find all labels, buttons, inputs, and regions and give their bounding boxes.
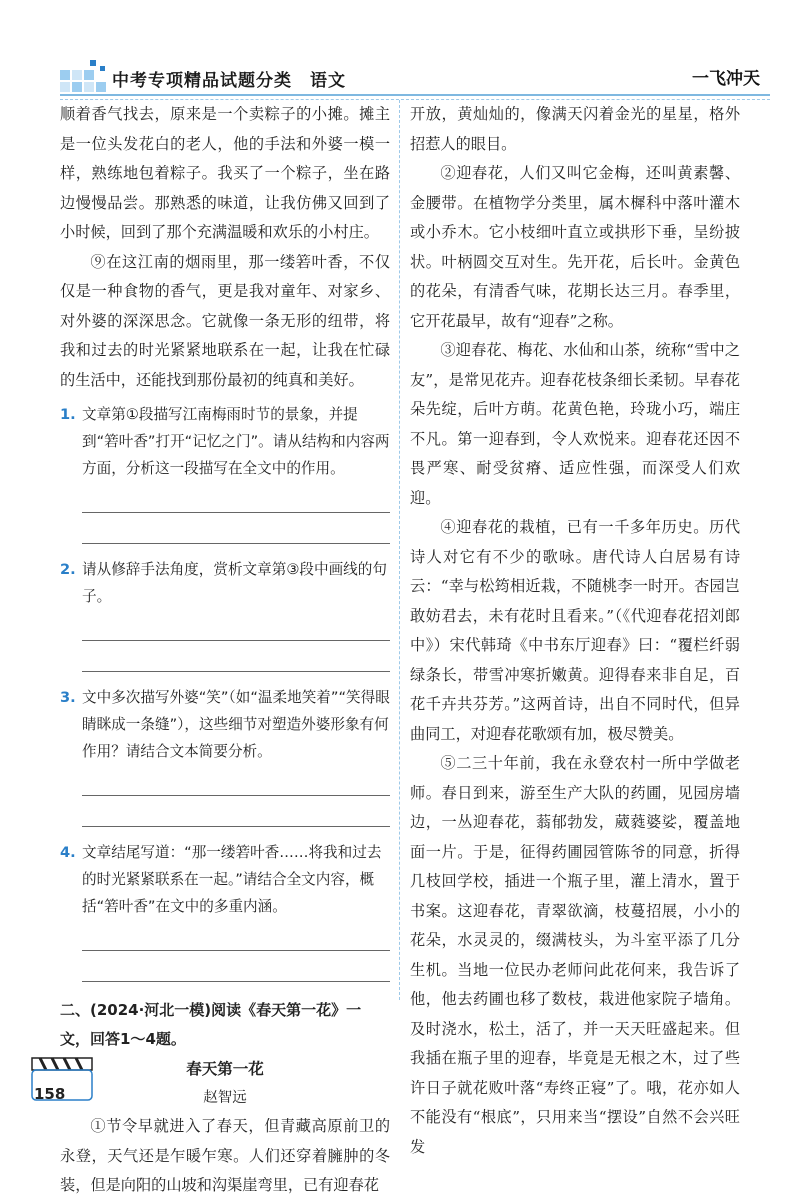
question-text: 请从修辞手法角度，赏析文章第③段中画线的句子。 [82,561,387,605]
answer-line[interactable] [82,765,390,796]
question-text: 文章结尾写道：“那一缕箬叶香……将我和过去的时光紧紧联系在一起。”请结合全文内容，概括“箬叶香”在文中的多重内涵。 [82,844,382,915]
answer-line[interactable] [82,513,390,544]
passage-paragraph: ④迎春花的栽植，已有一千多年历史。历代诗人对它有不少的歌咏。唐代诗人白居易有诗云：“幸与松筠相近栽，不随桃李一时开。杏园岂敢妨君去，未有花时且看来。”（《代迎春花招刘郎中》）宋代韩琦《中书东厅迎春》曰：“覆栏纤弱绿条长，带雪冲寒折嫩黄。迎得春来非自足，百花千卉共芬芳。”这两首诗，出自不同时代，但异曲同工，对迎春花歌颂有加，极尽赞美。 [410,518,740,743]
question-number: 1. [60,406,76,423]
question-number: 3. [60,689,76,706]
brand-logo: 一飞冲天 [692,69,760,89]
article-title: 春天第一花 [186,1060,264,1078]
column-divider [399,100,400,1000]
subject-label: 语文 [310,71,346,91]
right-column [410,100,740,1162]
header-rule [60,94,770,96]
series-title: 中考专项精品试题分类 [112,71,292,91]
answer-line[interactable] [82,610,390,641]
left-column [60,100,390,1201]
question-3 [60,684,390,765]
question-1 [60,401,390,482]
question-number: 2. [60,561,76,578]
question-text: 文中多次描写外婆“笑”（如“温柔地笑着”“笑得眼睛眯成一条缝”），这些细节对塑造外婆形象有何作用？请结合文本简要分析。 [82,689,390,760]
question-text: 文章第①段描写江南梅雨时节的景象，并提到“箬叶香”打开“记忆之门”。请从结构和内容两方面，分析这一段描写在全文中的作用。 [82,406,390,477]
page-header [0,0,800,100]
passage-paragraph: ③迎春花、梅花、水仙和山茶，统称“雪中之友”，是常见花卉。迎春花枝条细长柔韧。早春花朵先绽，后叶方萌。花黄色艳，玲珑小巧，端庄不凡。第一迎春到，令人欢悦来。迎春花还因不畏严寒、耐受贫瘠、适应性强，而深受人们欢迎。 [410,341,740,507]
passage-paragraph: ⑤二三十年前，我在永登农村一所中学做老师。春日到来，游至生产大队的药圃，见园房墙边，一丛迎春花，蓊郁勃发，葳蕤婆娑，覆盖地面一片。于是，征得药圃园管陈爷的同意，折得几枝回学校，插进一个瓶子里，灌上清水，置于书案。这迎春花，青翠欲滴，枝蔓招展，小小的花朵，水灵灵的，缀满枝头，为斗室平添了几分生机。当地一位民办老师问此花何来，我告诉了他，他去药圃也移了数枝，栽进他家院子墙角。及时浇水，松土，活了，并一天天旺盛起来。但我插在瓶子里的迎春，毕竟是无根之木，过了些许日子就花败叶落“寿终正寝”了。哦，花亦如人不能没有“根底”，只用来当“摆设”自然不会兴旺发 [410,754,740,1156]
question-number: 4. [60,844,76,861]
passage-paragraph: 开放，黄灿灿的，像满天闪着金光的星星，格外招惹人的眼目。 [410,105,740,153]
answer-line[interactable] [82,951,390,982]
answer-line[interactable] [82,641,390,672]
header-title [112,66,346,91]
passage-paragraph: ②迎春花，人们又叫它金梅，还叫黄素馨、金腰带。在植物学分类里，属木樨科中落叶灌木或小乔木。它小枝细叶直立或拱形下垂，呈纷披状。叶柄圆交互对生。先开花，后长叶。金黄色的花朵，有清香气味，花期长达三月。春季里，它开花最早，故有“迎春”之称。 [410,164,740,330]
page-number: 158 [34,1085,66,1103]
passage-paragraph: ①节令早就进入了春天，但青藏高原前卫的永登，天气还是乍暖乍寒。人们还穿着臃肿的冬装，但是向阳的山坡和沟渠崖弯里，已有迎春花 [60,1117,390,1194]
passage-paragraph: 顺着香气找去，原来是一个卖粽子的小摊。摊主是一位头发花白的老人，他的手法和外婆一模一样，熟练地包着粽子。我买了一个粽子，坐在路边慢慢品尝。那熟悉的味道，让我仿佛又回到了小时候，回到了那个充满温暖和欢乐的小村庄。 [60,105,390,241]
answer-line[interactable] [82,482,390,513]
article-author: 赵智远 [203,1090,247,1106]
answer-line[interactable] [82,796,390,827]
section-heading: 二、(2024·河北一模)阅读《春天第一花》一文，回答1～4题。 [60,1001,362,1048]
question-2 [60,556,390,610]
answer-line[interactable] [82,920,390,951]
question-4 [60,839,390,920]
passage-paragraph: ⑨在这江南的烟雨里，那一缕箬叶香，不仅仅是一种食物的香气，更是我对童年、对家乡、对外婆的深深思念。它就像一条无形的纽带，将我和过去的时光紧紧地联系在一起，让我在忙碌的生活中，还能找到那份最初的纯真和美好。 [60,252,390,389]
